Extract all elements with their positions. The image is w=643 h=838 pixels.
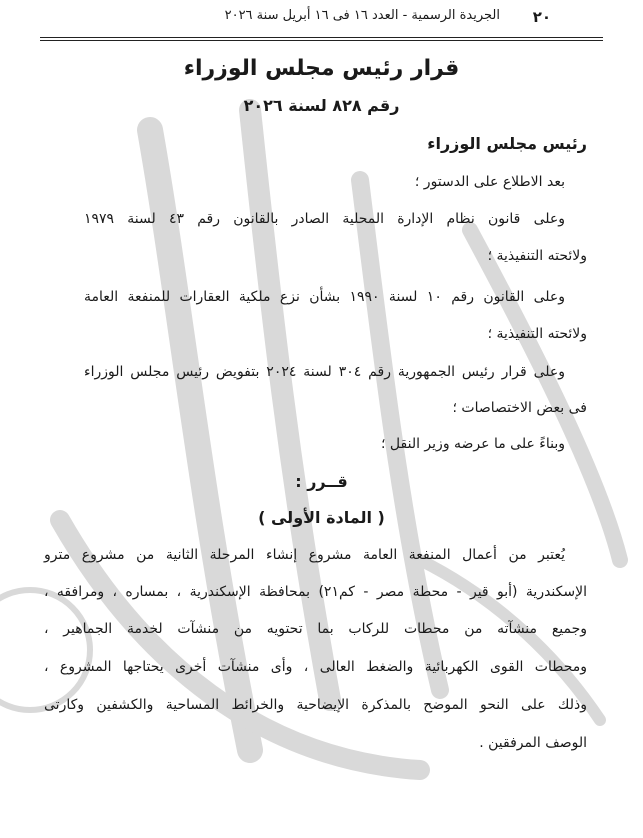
article-line: الوصف المرفقين .: [479, 735, 587, 751]
article-line: يُعتبر من أعمال المنفعة العامة مشروع إنشاء المرحلة الثانية من مشروع مترو: [44, 547, 565, 563]
header-rule-thin: [40, 40, 603, 41]
decree-number: رقم ٨٢٨ لسنة ٢٠٢٦: [243, 96, 400, 115]
preamble-line: ولائحته التنفيذية ؛: [487, 248, 587, 264]
running-header: الجريدة الرسمية - العدد ١٦ فى ١٦ أبريل سنة ٢٠٢٦: [224, 8, 500, 23]
article-line: وجميع منشآته من محطات للركاب بما تحتويه من منشآت لخدمة الجماهير ،: [44, 621, 587, 637]
decree-title: قرار رئيس مجلس الوزراء: [183, 56, 460, 81]
issuer-heading: رئيس مجلس الوزراء: [427, 134, 587, 153]
page-number: ٢٠: [532, 8, 551, 26]
preamble-line: ولائحته التنفيذية ؛: [487, 326, 587, 342]
article-title: ( المادة الأولى ): [258, 508, 385, 527]
article-line: ومحطات القوى الكهربائية والضغط العالى ، وأى منشآت أخرى يحتاجها المشروع ،: [44, 659, 587, 675]
preamble-line: بعد الاطلاع على الدستور ؛: [414, 174, 565, 190]
header-rule: [40, 37, 603, 38]
article-line: الإسكندرية (أبو قير - محطة مصر - كم٢١) بمحافظة الإسكندرية ، بمساره ، ومرافقه ،: [44, 584, 587, 600]
preamble-line: فى بعض الاختصاصات ؛: [452, 400, 587, 416]
article-line: وذلك على النحو الموضح بالمذكرة الإيضاحية والخرائط المساحية والكشفين وكارتى: [44, 697, 587, 713]
preamble-line: وعلى قانون نظام الإدارة المحلية الصادر بالقانون رقم ٤٣ لسنة ١٩٧٩: [84, 211, 565, 227]
preamble-line: وعلى قرار رئيس الجمهورية رقم ٣٠٤ لسنة ٢٠٢٤ بتفويض رئيس مجلس الوزراء: [84, 364, 565, 380]
decided-heading: قــرر :: [295, 472, 348, 491]
preamble-line: وبناءً على ما عرضه وزير النقل ؛: [381, 436, 565, 452]
preamble-line: وعلى القانون رقم ١٠ لسنة ١٩٩٠ بشأن نزع ملكية العقارات للمنفعة العامة: [84, 289, 566, 305]
